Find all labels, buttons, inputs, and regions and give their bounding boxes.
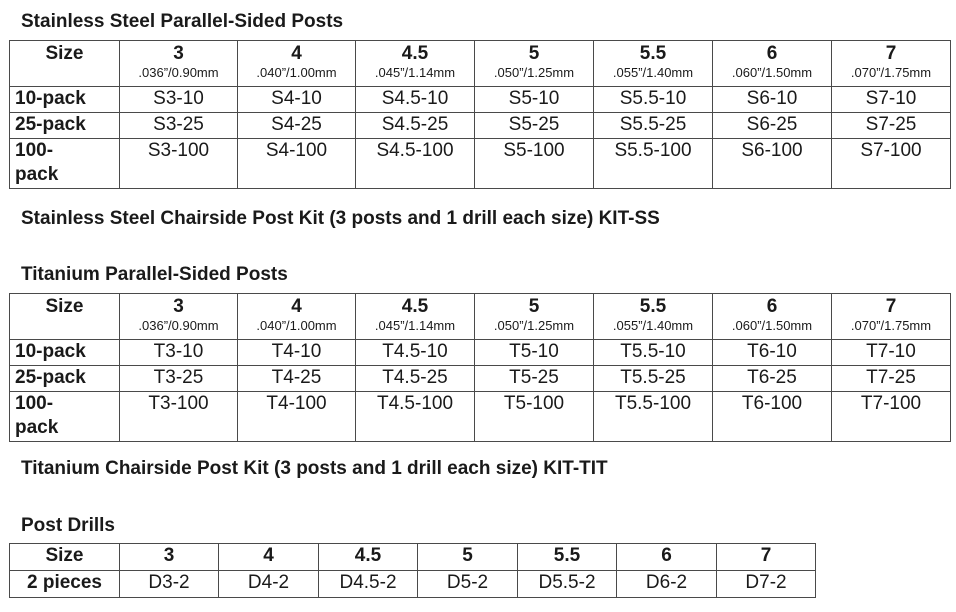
size-header-label: Size (10, 294, 120, 340)
size-header-cell (594, 41, 713, 87)
table-row (10, 571, 816, 598)
size-number: 4 (291, 296, 302, 317)
table-row (10, 340, 951, 366)
product-code: S5.5-10 (594, 87, 713, 113)
size-number: 5 (418, 544, 518, 571)
product-code: D3-2 (120, 571, 219, 598)
row-label-line: 100- (15, 140, 54, 161)
size-header-row (10, 294, 951, 340)
size-header-label: Size (10, 41, 120, 87)
size-number: 5.5 (518, 544, 617, 571)
size-header-cell (832, 41, 951, 87)
row-label-line: 100- (15, 393, 54, 414)
size-number: 6 (617, 544, 717, 571)
size-dimension: .040”/1.00mm (256, 318, 337, 333)
size-dimension: .055”/1.40mm (612, 318, 694, 333)
size-number: 5.5 (639, 43, 667, 64)
product-code: S3-10 (120, 87, 238, 113)
size-number: 4 (291, 43, 302, 64)
table-row (10, 87, 951, 113)
row-label: 10-pack (10, 87, 120, 113)
size-header-row (10, 41, 951, 87)
ss-posts-table (9, 40, 951, 189)
product-code: D5-2 (418, 571, 518, 598)
size-dimension: .045”/1.14mm (374, 318, 456, 333)
product-code: T3-25 (120, 366, 238, 392)
product-code: T5.5-25 (594, 366, 713, 392)
product-code: S5.5-25 (594, 113, 713, 139)
product-code: D7-2 (717, 571, 816, 598)
row-label: 2 pieces (10, 571, 120, 598)
product-code: T3-10 (120, 340, 238, 366)
size-number: 7 (885, 296, 897, 317)
row-label (10, 392, 120, 442)
product-code: T4.5-100 (356, 392, 475, 442)
product-code: T4.5-25 (356, 366, 475, 392)
product-code: S5-25 (475, 113, 594, 139)
size-header-cell (120, 41, 238, 87)
product-code: S6-100 (713, 139, 832, 189)
product-code: T4-10 (238, 340, 356, 366)
product-code: T5.5-10 (594, 340, 713, 366)
product-code: T6-10 (713, 340, 832, 366)
size-header-cell (832, 294, 951, 340)
product-code: T5-25 (475, 366, 594, 392)
size-header-cell (713, 294, 832, 340)
size-number: 7 (717, 544, 816, 571)
product-code: S4-10 (238, 87, 356, 113)
size-dimension: .045”/1.14mm (374, 65, 456, 80)
size-dimension: .036”/0.90mm (138, 318, 219, 333)
product-code: D5.5-2 (518, 571, 617, 598)
size-dimension: .060”/1.50mm (731, 318, 813, 333)
size-header-cell (475, 294, 594, 340)
size-number: 3 (173, 296, 184, 317)
size-number: 3 (120, 544, 219, 571)
product-code: S5-100 (475, 139, 594, 189)
size-number: 4.5 (319, 544, 418, 571)
product-code: S7-100 (832, 139, 951, 189)
size-header-row (10, 544, 816, 571)
table-row (10, 113, 951, 139)
size-number: 3 (173, 43, 184, 64)
product-code: T3-100 (120, 392, 238, 442)
product-code: S3-100 (120, 139, 238, 189)
product-code: T5-10 (475, 340, 594, 366)
size-number: 4.5 (401, 296, 429, 317)
drills-title: Post Drills (21, 515, 115, 536)
size-header-cell (594, 294, 713, 340)
product-code: S7-10 (832, 87, 951, 113)
row-label-line: pack (15, 164, 59, 185)
size-number: 5 (528, 43, 540, 64)
size-header-cell (713, 41, 832, 87)
table-row (10, 366, 951, 392)
product-code: S6-10 (713, 87, 832, 113)
product-code: S4.5-10 (356, 87, 475, 113)
product-code: S4.5-100 (356, 139, 475, 189)
table-row (10, 392, 951, 442)
product-code: S5-10 (475, 87, 594, 113)
size-dimension: .060”/1.50mm (731, 65, 813, 80)
product-code: T5.5-100 (594, 392, 713, 442)
product-code: T7-25 (832, 366, 951, 392)
size-dimension: .070”/1.75mm (850, 65, 932, 80)
row-label-line: pack (15, 417, 59, 438)
ss-kit-line: Stainless Steel Chairside Post Kit (3 posts and 1 drill each size) KIT-SS (21, 208, 660, 229)
product-code: D6-2 (617, 571, 717, 598)
size-number: 6 (766, 43, 778, 64)
size-header-cell (356, 41, 475, 87)
size-number: 5.5 (639, 296, 667, 317)
product-code: T4-25 (238, 366, 356, 392)
size-header-cell (356, 294, 475, 340)
product-code: S4.5-25 (356, 113, 475, 139)
size-header-cell (475, 41, 594, 87)
product-code: T7-100 (832, 392, 951, 442)
row-label: 10-pack (10, 340, 120, 366)
ti-posts-table (9, 293, 951, 442)
product-code: D4.5-2 (319, 571, 418, 598)
product-code: S5.5-100 (594, 139, 713, 189)
product-code: T4-100 (238, 392, 356, 442)
product-code: T5-100 (475, 392, 594, 442)
product-code: S3-25 (120, 113, 238, 139)
row-label: 25-pack (10, 366, 120, 392)
product-code: S6-25 (713, 113, 832, 139)
size-number: 6 (766, 296, 778, 317)
product-code: D4-2 (219, 571, 319, 598)
size-number: 5 (528, 296, 540, 317)
size-dimension: .050”/1.25mm (493, 65, 575, 80)
size-header-label: Size (10, 544, 120, 571)
product-code: S4-25 (238, 113, 356, 139)
product-code: T4.5-10 (356, 340, 475, 366)
size-dimension: .055”/1.40mm (612, 65, 694, 80)
ti-posts-title: Titanium Parallel-Sided Posts (21, 264, 288, 285)
size-header-cell (238, 294, 356, 340)
ss-posts-title: Stainless Steel Parallel-Sided Posts (21, 11, 344, 32)
product-code: S7-25 (832, 113, 951, 139)
size-dimension: .040”/1.00mm (256, 65, 337, 80)
size-number: 4.5 (401, 43, 429, 64)
size-dimension: .070”/1.75mm (850, 318, 932, 333)
product-code: T6-100 (713, 392, 832, 442)
size-dimension: .050”/1.25mm (493, 318, 575, 333)
product-code: T7-10 (832, 340, 951, 366)
size-header-cell (238, 41, 356, 87)
product-code: S4-100 (238, 139, 356, 189)
table-row (10, 139, 951, 189)
row-label: 25-pack (10, 113, 120, 139)
size-number: 4 (219, 544, 319, 571)
row-label (10, 139, 120, 189)
size-number: 7 (885, 43, 897, 64)
product-code: T6-25 (713, 366, 832, 392)
drills-table (9, 543, 816, 598)
size-header-cell (120, 294, 238, 340)
ti-kit-line: Titanium Chairside Post Kit (3 posts and 1 drill each size) KIT-TIT (21, 458, 608, 479)
size-dimension: .036”/0.90mm (138, 65, 219, 80)
